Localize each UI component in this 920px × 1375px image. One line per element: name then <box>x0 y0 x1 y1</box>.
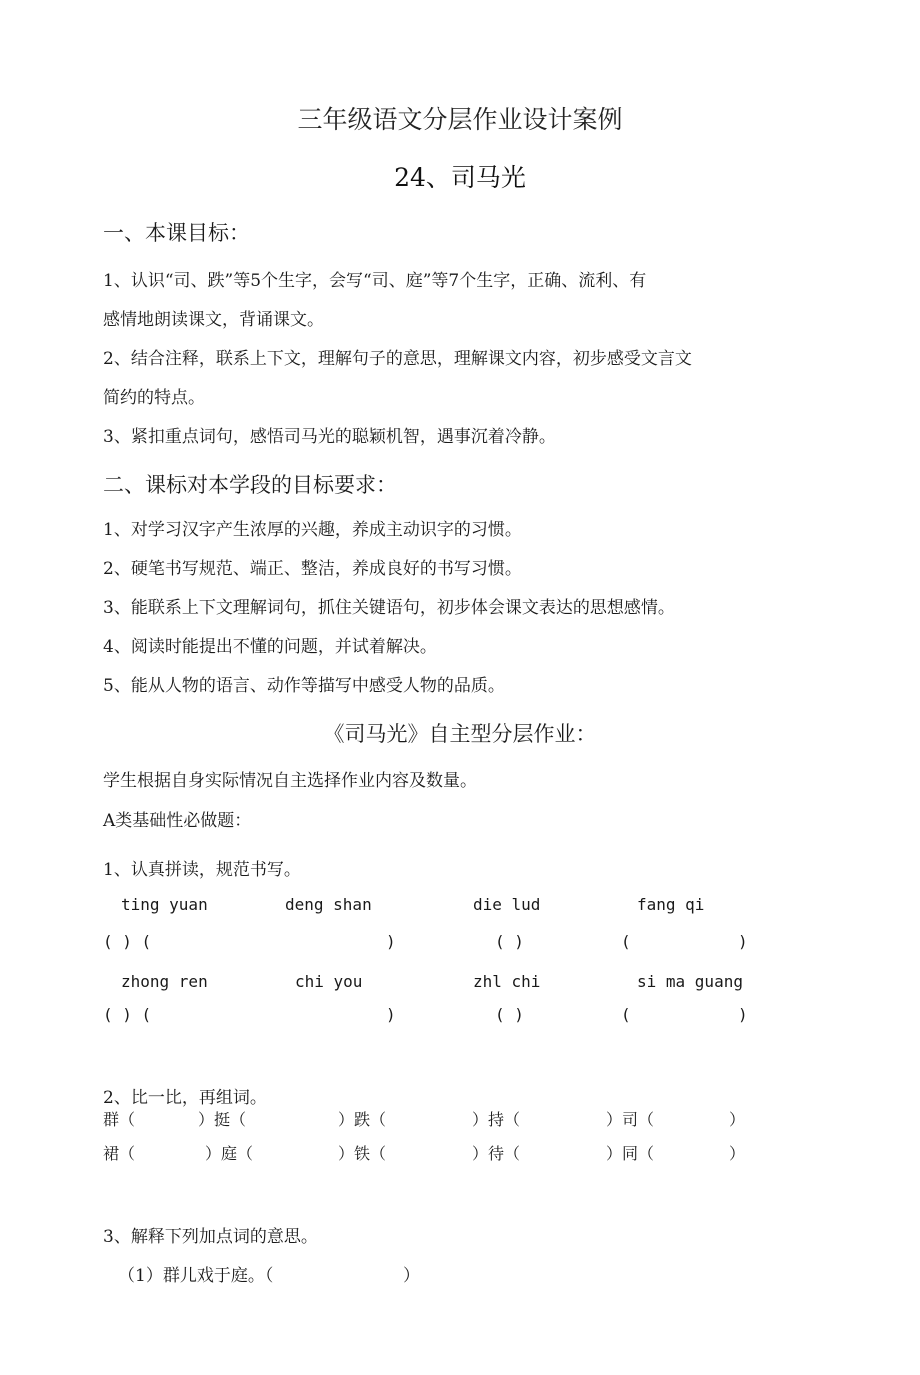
lesson-title: 24、司马光 <box>394 163 526 192</box>
answer-blank[interactable]: ( <box>621 1005 631 1024</box>
pinyin: si ma guang <box>637 972 743 991</box>
pinyin: deng shan <box>285 895 372 914</box>
compare-char[interactable]: ）司（ <box>606 1110 655 1129</box>
section2-item: 1、对学习汉字产生浓厚的兴趣，养成主动识字的习惯。 <box>103 520 522 540</box>
compare-char[interactable]: ）跌（ <box>338 1110 387 1129</box>
compare-char[interactable]: ）挺（ <box>198 1110 247 1129</box>
answer-blank[interactable]: ( ) <box>495 932 524 951</box>
homework-heading: 《司马光》自主型分层作业： <box>323 722 597 746</box>
q1-prompt: 1、认真拼读，规范书写。 <box>103 860 301 880</box>
compare-char[interactable]: ）同（ <box>606 1144 655 1163</box>
homework-intro: 学生根据自身实际情况自主选择作业内容及数量。 <box>103 771 477 791</box>
pinyin: ting yuan <box>121 895 208 914</box>
pinyin: die lud <box>473 895 541 914</box>
answer-blank[interactable]: ( <box>621 932 631 951</box>
document-title: 三年级语文分层作业设计案例 <box>297 105 623 134</box>
section1-item: 3、紧扣重点词句，感悟司马光的聪颖机智，遇事沉着冷静。 <box>103 427 556 447</box>
compare-char[interactable]: ）待（ <box>472 1144 521 1163</box>
compare-char[interactable]: ）铁（ <box>338 1144 387 1163</box>
compare-char: ） <box>729 1110 746 1129</box>
answer-blank[interactable]: ( ) ( <box>103 932 152 951</box>
answer-blank[interactable]: ) <box>386 1005 396 1024</box>
answer-blank[interactable]: ) <box>738 1005 748 1024</box>
section1-item: 2、结合注释，联系上下文，理解句子的意思，理解课文内容，初步感受文言文 <box>103 349 692 369</box>
section1-item: 1、认识“司、跌”等5个生字，会写“司、庭”等7个生字，正确、流利、有 <box>103 271 647 291</box>
section2-item: 5、能从人物的语言、动作等描写中感受人物的品质。 <box>103 676 505 696</box>
section2-item: 4、阅读时能提出不懂的问题，并试着解决。 <box>103 637 437 657</box>
section2-heading: 二、课标对本学段的目标要求： <box>103 473 397 497</box>
answer-blank[interactable]: ) <box>386 932 396 951</box>
compare-char[interactable]: ）持（ <box>472 1110 521 1129</box>
q3-item[interactable]: （1）群儿戏于庭。（ <box>118 1266 274 1286</box>
compare-char[interactable]: 群（ <box>103 1110 136 1129</box>
pinyin: fang qi <box>637 895 705 914</box>
pinyin: chi you <box>295 972 363 991</box>
category-a-label: A类基础性必做题： <box>103 811 252 831</box>
q2-prompt: 2、比一比，再组词。 <box>103 1088 267 1108</box>
q3-item-close: ） <box>403 1266 420 1286</box>
section1-heading: 一、本课目标： <box>103 221 250 245</box>
answer-blank[interactable]: ( ) ( <box>103 1005 152 1024</box>
compare-char[interactable]: 裙（ <box>103 1144 136 1163</box>
section2-item: 3、能联系上下文理解词句，抓住关键语句，初步体会课文表达的思想感情。 <box>103 598 675 618</box>
pinyin: zhl chi <box>473 972 541 991</box>
answer-blank[interactable]: ) <box>738 932 748 951</box>
compare-char[interactable]: ）庭（ <box>205 1144 254 1163</box>
compare-char: ） <box>729 1144 746 1163</box>
pinyin: zhong ren <box>121 972 208 991</box>
section2-item: 2、硬笔书写规范、端正、整洁，养成良好的书写习惯。 <box>103 559 522 579</box>
section1-item: 简约的特点。 <box>103 388 205 408</box>
q3-prompt: 3、解释下列加点词的意思。 <box>103 1227 318 1247</box>
section1-item: 感情地朗读课文，背诵课文。 <box>103 310 324 330</box>
answer-blank[interactable]: ( ) <box>495 1005 524 1024</box>
